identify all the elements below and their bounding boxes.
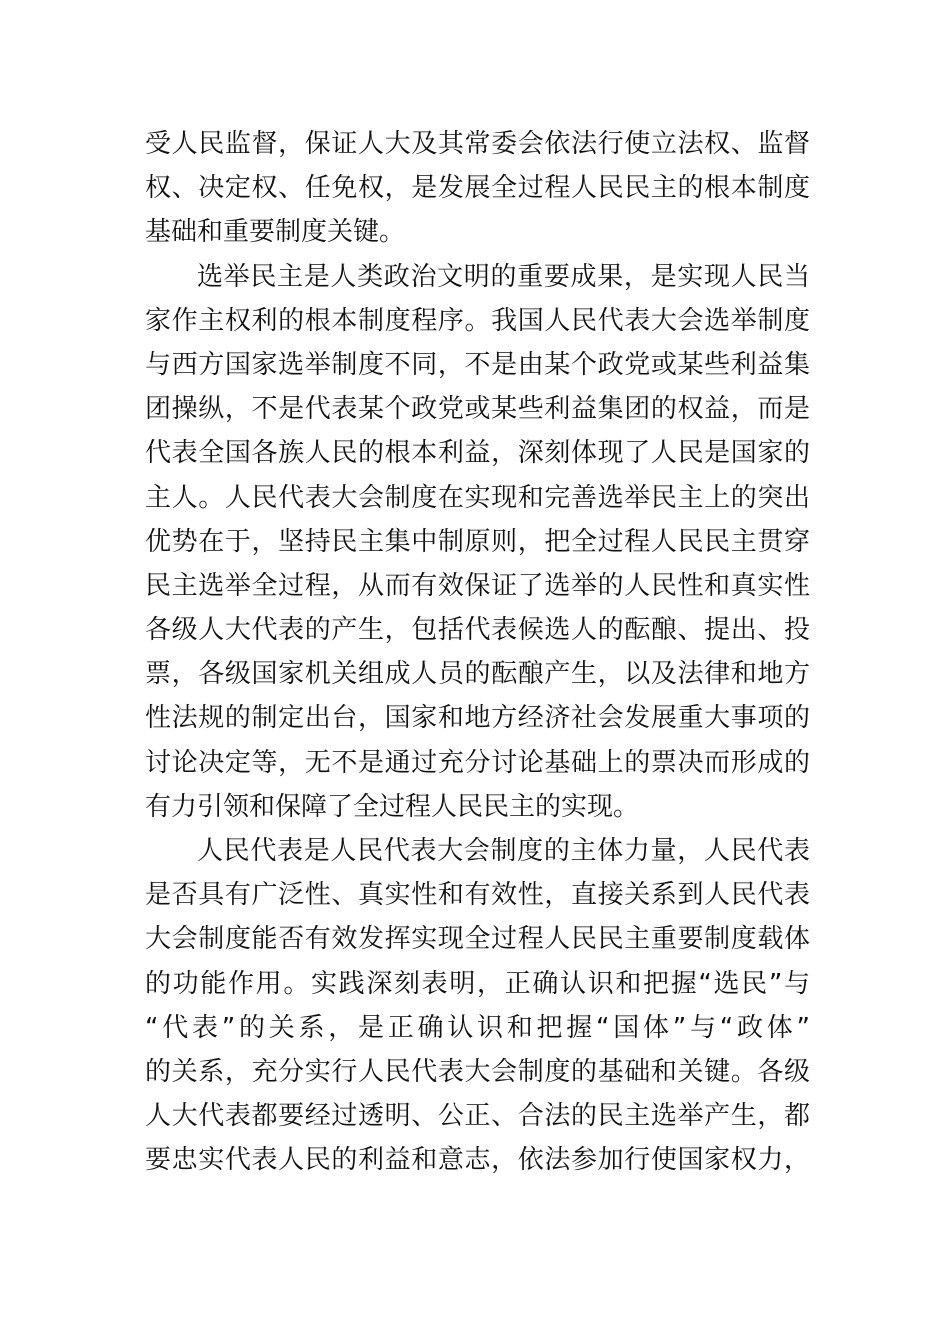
text-line: 有力引领和保障了全过程人民民主的实现。	[145, 791, 640, 822]
text-line: 各级人大代表的产生，包括代表候选人的酝酿、提出、投	[145, 615, 810, 646]
text-line: 的功能作用。实践深刻表明，正确认识和把握“选民”与	[145, 968, 810, 999]
text-line: 家作主权利的根本制度程序。我国人民代表大会选举制度	[145, 305, 810, 336]
text-line: 大会制度能否有效发挥实现全过程人民民主重要制度载体	[145, 924, 810, 955]
text-line: “代表”的关系，是正确认识和把握“国体”与“政体”	[145, 1012, 810, 1043]
text-line: 基础和重要制度关键。	[145, 217, 406, 248]
text-line: 人大代表都要经过透明、公正、合法的民主选举产生，都	[145, 1101, 810, 1132]
text-line: 人民代表是人民代表大会制度的主体力量，人民代表	[197, 836, 810, 866]
paragraph-3	[145, 829, 810, 1183]
text-line: 讨论决定等，无不是通过充分讨论基础上的票决而形成的	[145, 747, 810, 778]
text-line: 选举民主是人类政治文明的重要成果，是实现人民当	[197, 261, 810, 292]
text-line: 民主选举全过程，从而有效保证了选举的人民性和真实性	[145, 570, 810, 601]
text-line: 的关系，充分实行人民代表大会制度的基础和关键。各级	[145, 1056, 810, 1087]
text-line: 主人。人民代表大会制度在实现和完善选举民主上的突出	[145, 482, 810, 513]
paragraph-1	[145, 122, 810, 255]
body-text	[145, 122, 810, 1183]
text-line: 票，各级国家机关组成人员的酝酿产生，以及法律和地方	[145, 659, 810, 690]
text-line: 权、决定权、任免权，是发展全过程人民民主的根本制度	[145, 173, 810, 204]
text-line: 是否具有广泛性、真实性和有效性，直接关系到人民代表	[145, 880, 810, 911]
text-line: 受人民监督，保证人大及其常委会依法行使立法权、监督	[145, 129, 810, 159]
text-line: 团操纵，不是代表某个政党或某些利益集团的权益，而是	[145, 394, 810, 425]
text-line: 与西方国家选举制度不同，不是由某个政党或某些利益集	[145, 349, 810, 380]
text-line: 性法规的制定出台，国家和地方经济社会发展重大事项的	[145, 703, 810, 734]
text-line: 代表全国各族人民的根本利益，深刻体现了人民是国家的	[145, 438, 810, 469]
text-line: 要忠实代表人民的利益和意志，依法参加行使国家权力，	[145, 1145, 810, 1176]
text-line: 优势在于，坚持民主集中制原则，把全过程人民民主贯穿	[145, 526, 810, 557]
paragraph-2	[145, 255, 810, 829]
